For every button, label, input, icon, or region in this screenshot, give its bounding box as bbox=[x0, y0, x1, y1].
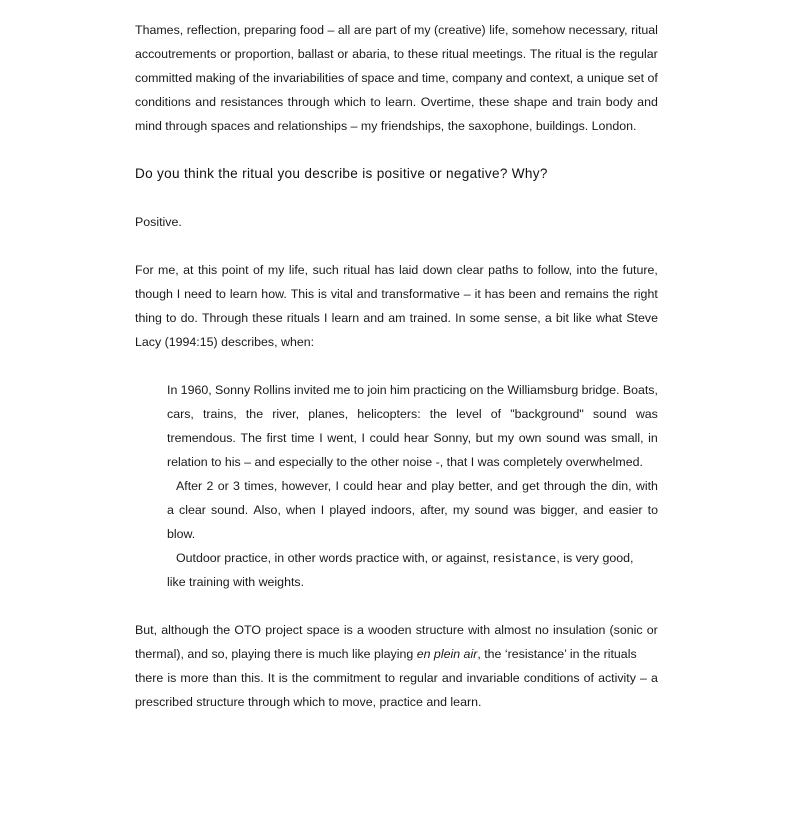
word: of bbox=[490, 407, 502, 421]
word: "background" bbox=[510, 407, 584, 421]
word: is bbox=[167, 671, 177, 685]
word: was bbox=[584, 431, 607, 445]
word: I bbox=[176, 287, 181, 301]
text-line bbox=[135, 666, 658, 690]
word: level bbox=[456, 407, 482, 421]
word: and bbox=[397, 71, 419, 85]
word: conditions bbox=[135, 95, 191, 109]
word: join bbox=[367, 383, 387, 397]
word: I bbox=[319, 431, 323, 445]
word: OTO bbox=[234, 623, 262, 637]
word: In bbox=[167, 383, 178, 397]
word: to bbox=[384, 671, 396, 685]
word: is bbox=[343, 623, 353, 637]
word: 2 bbox=[206, 479, 214, 493]
word: somehow bbox=[512, 23, 566, 37]
spacer bbox=[135, 234, 658, 258]
word: part bbox=[375, 23, 397, 37]
word: me bbox=[333, 383, 351, 397]
word: but bbox=[475, 431, 493, 445]
word: the bbox=[486, 383, 505, 397]
word: and bbox=[582, 503, 604, 517]
word: to bbox=[522, 263, 534, 277]
word: or bbox=[217, 479, 229, 493]
word: indoors, bbox=[370, 503, 416, 517]
word: the bbox=[291, 671, 310, 685]
word: Williamsburg bbox=[507, 383, 579, 397]
word: I bbox=[320, 503, 325, 517]
word: For bbox=[135, 263, 154, 277]
word: play bbox=[431, 479, 455, 493]
word: point bbox=[221, 263, 249, 277]
word: easier bbox=[608, 503, 643, 517]
word: the bbox=[600, 263, 619, 277]
word: right bbox=[633, 287, 658, 301]
word: thing bbox=[135, 311, 162, 325]
word: This bbox=[290, 287, 315, 301]
word: resistances bbox=[220, 95, 284, 109]
word: of bbox=[647, 71, 658, 85]
word: ritual bbox=[343, 263, 371, 277]
word: of bbox=[238, 71, 250, 85]
word: follow, bbox=[537, 263, 573, 277]
word: (sonic bbox=[609, 623, 643, 637]
quote-line bbox=[167, 378, 658, 402]
text-segment: thermal), and so, playing there is much like playing bbox=[135, 647, 414, 661]
word: It bbox=[267, 671, 275, 685]
quote-text: Outdoor practice, in other words practice with, or against, bbox=[176, 551, 490, 565]
word: ritual bbox=[631, 23, 658, 37]
word: making bbox=[195, 71, 236, 85]
word: the bbox=[612, 287, 630, 301]
word: I bbox=[361, 431, 365, 445]
word: Steve bbox=[626, 311, 658, 325]
word: of bbox=[253, 263, 264, 277]
word: committed bbox=[135, 71, 193, 85]
word: and bbox=[356, 287, 378, 301]
word: and bbox=[637, 95, 658, 109]
word: In bbox=[455, 311, 466, 325]
word: remains bbox=[564, 287, 609, 301]
word: the bbox=[598, 47, 616, 61]
word: clear bbox=[456, 263, 484, 277]
word: planes, bbox=[308, 407, 349, 421]
word: and bbox=[195, 95, 216, 109]
word: wooden bbox=[368, 623, 412, 637]
word: abaria, bbox=[352, 47, 390, 61]
word: to bbox=[353, 383, 365, 397]
word: to bbox=[647, 503, 658, 517]
word: trains, bbox=[202, 407, 237, 421]
word: the bbox=[429, 407, 448, 421]
word: through bbox=[287, 95, 330, 109]
word: accoutrements bbox=[135, 47, 217, 61]
word: – bbox=[463, 287, 471, 301]
word: are bbox=[353, 23, 372, 37]
word: such bbox=[312, 263, 339, 277]
word: life, bbox=[288, 263, 309, 277]
word: train bbox=[577, 95, 602, 109]
word: Thames, bbox=[135, 23, 184, 37]
word: bigger, bbox=[540, 503, 578, 517]
word: been bbox=[508, 287, 537, 301]
word: invited bbox=[294, 383, 330, 397]
word: future, bbox=[622, 263, 658, 277]
word: although bbox=[161, 623, 209, 637]
word: The bbox=[240, 431, 262, 445]
text-line bbox=[135, 258, 658, 282]
word: 3 bbox=[233, 479, 240, 493]
word: tremendous. bbox=[167, 431, 236, 445]
word: these bbox=[252, 311, 283, 325]
word: I bbox=[335, 479, 339, 493]
word: the bbox=[252, 71, 270, 85]
word: the bbox=[590, 479, 608, 493]
word: to bbox=[370, 95, 381, 109]
word: after, bbox=[420, 503, 448, 517]
word: ritual bbox=[554, 47, 582, 61]
word: small, bbox=[611, 431, 644, 445]
quote-line bbox=[167, 474, 658, 498]
word: first bbox=[266, 431, 287, 445]
word: river, bbox=[272, 407, 300, 421]
text-line: prescribed structure through which to move, practice and learn. bbox=[135, 695, 482, 709]
word: din, bbox=[611, 479, 632, 493]
paragraph-explanation bbox=[135, 258, 658, 354]
quote-line: relation to his – and especially to the other noise -, that I was completely overwhelmed. bbox=[167, 455, 643, 469]
word: trained. bbox=[409, 311, 451, 325]
word: and bbox=[406, 479, 428, 493]
word: times, bbox=[244, 479, 278, 493]
word: invariable bbox=[466, 671, 520, 685]
text-segment: , the ‘resistance’ in the rituals bbox=[477, 647, 637, 661]
word: a bbox=[167, 503, 174, 517]
word: a bbox=[651, 671, 658, 685]
word: is bbox=[585, 47, 595, 61]
word: invariabilities bbox=[273, 71, 345, 85]
text-line bbox=[135, 618, 658, 642]
word: this bbox=[197, 263, 218, 277]
word: down bbox=[422, 263, 453, 277]
word: sound bbox=[592, 407, 627, 421]
word: it bbox=[474, 287, 481, 301]
word: But, bbox=[135, 623, 158, 637]
word: sense, bbox=[504, 311, 541, 325]
word: structure bbox=[415, 623, 464, 637]
word: hear bbox=[403, 431, 429, 445]
word: shape bbox=[513, 95, 548, 109]
text-line bbox=[135, 306, 658, 330]
spacer bbox=[135, 354, 658, 378]
word: my bbox=[414, 23, 431, 37]
word: ballast bbox=[297, 47, 334, 61]
word: Overtime, bbox=[420, 95, 475, 109]
word: food bbox=[299, 23, 324, 37]
quote-text: , is very good, bbox=[556, 551, 634, 565]
word: these bbox=[478, 95, 510, 109]
word: sound. bbox=[211, 503, 249, 517]
word: preparing bbox=[243, 23, 297, 37]
word: bridge. bbox=[581, 383, 620, 397]
word: hear bbox=[377, 479, 403, 493]
word: when bbox=[286, 503, 316, 517]
word: or bbox=[220, 47, 232, 61]
word: I bbox=[324, 311, 328, 325]
word: how. bbox=[261, 287, 287, 301]
word: laid bbox=[398, 263, 419, 277]
word: what bbox=[595, 311, 623, 325]
word: – bbox=[327, 23, 335, 37]
word: necessary, bbox=[568, 23, 628, 37]
text-line: mind through spaces and relationships – my friendships, the saxophone, buildings. London. bbox=[135, 119, 637, 133]
word: learn bbox=[331, 311, 360, 325]
text-line bbox=[135, 18, 658, 42]
emphasis-resistance: resistance bbox=[492, 551, 557, 565]
quote-line bbox=[167, 426, 658, 450]
document-page bbox=[135, 18, 658, 714]
answer-text: Positive. bbox=[135, 215, 182, 229]
word: Sonny, bbox=[433, 431, 472, 445]
question-heading: Do you think the ritual you describe is positive or negative? Why? bbox=[135, 166, 548, 181]
word: context, bbox=[529, 71, 574, 85]
word: with bbox=[468, 623, 491, 637]
word: though bbox=[135, 287, 173, 301]
word: cars, bbox=[167, 407, 194, 421]
word: rituals bbox=[286, 311, 320, 325]
paragraph-conclusion bbox=[135, 618, 658, 714]
word: could bbox=[343, 479, 373, 493]
word: or bbox=[337, 47, 349, 61]
italic-phrase: en plein air bbox=[416, 647, 478, 661]
word: The bbox=[529, 47, 552, 61]
word: some bbox=[469, 311, 500, 325]
word: paths bbox=[488, 263, 519, 277]
word: however, bbox=[281, 479, 332, 493]
word: is bbox=[278, 671, 288, 685]
word: (creative) bbox=[434, 23, 486, 37]
word: the bbox=[245, 407, 264, 421]
word: Rollins bbox=[253, 383, 291, 397]
word: Sonny bbox=[215, 383, 251, 397]
word: went, bbox=[327, 431, 357, 445]
word: unique bbox=[586, 71, 625, 85]
word: and bbox=[363, 311, 385, 325]
word: helicopters: bbox=[357, 407, 421, 421]
word: him bbox=[390, 383, 410, 397]
word: After bbox=[176, 479, 203, 493]
text-line bbox=[135, 42, 658, 66]
word: at bbox=[183, 263, 194, 277]
word: company bbox=[452, 71, 503, 85]
word: a bbox=[576, 71, 584, 85]
quote-line bbox=[167, 402, 658, 426]
word: through bbox=[543, 479, 586, 493]
word: could bbox=[369, 431, 400, 445]
word: am bbox=[388, 311, 406, 325]
word: time bbox=[291, 431, 315, 445]
spacer bbox=[135, 138, 658, 162]
spacer bbox=[135, 186, 658, 210]
text-line: Lacy (1994:15) describes, when: bbox=[135, 335, 315, 349]
word: is bbox=[318, 287, 327, 301]
word: bit bbox=[555, 311, 569, 325]
word: me, bbox=[158, 263, 179, 277]
word: sound bbox=[546, 431, 580, 445]
word: or bbox=[646, 623, 658, 637]
text-line bbox=[135, 66, 658, 90]
word: body bbox=[605, 95, 633, 109]
word: reflection, bbox=[186, 23, 241, 37]
word: Also, bbox=[253, 503, 281, 517]
word: and bbox=[441, 671, 463, 685]
word: regular bbox=[399, 671, 438, 685]
word: do. bbox=[180, 311, 198, 325]
text-line bbox=[135, 90, 658, 114]
word: a bbox=[544, 311, 552, 325]
word: was bbox=[635, 407, 658, 421]
word: get bbox=[522, 479, 540, 493]
word: these bbox=[407, 47, 439, 61]
word: ritual bbox=[441, 47, 469, 61]
word: almost bbox=[494, 623, 531, 637]
word: into bbox=[576, 263, 597, 277]
word: of bbox=[400, 23, 411, 37]
word: clear bbox=[179, 503, 206, 517]
word: to bbox=[166, 311, 177, 325]
word: and bbox=[552, 95, 573, 109]
word: there bbox=[135, 671, 164, 685]
word: to bbox=[215, 287, 226, 301]
spacer bbox=[135, 594, 658, 618]
word: this. bbox=[240, 671, 264, 685]
word: better, bbox=[458, 479, 493, 493]
quote-line: like training with weights. bbox=[167, 575, 305, 589]
word: sound bbox=[474, 503, 509, 517]
word: regular bbox=[619, 47, 658, 61]
word: was bbox=[513, 503, 536, 517]
word: meetings. bbox=[472, 47, 527, 61]
word: all bbox=[337, 23, 351, 37]
word: has bbox=[484, 287, 505, 301]
word: my bbox=[267, 263, 285, 277]
word: space bbox=[306, 623, 340, 637]
word: practicing bbox=[413, 383, 467, 397]
word: conditions bbox=[523, 671, 580, 685]
word: proportion, bbox=[234, 47, 295, 61]
word: my bbox=[497, 431, 515, 445]
word: transformative bbox=[381, 287, 460, 301]
word: insulation bbox=[552, 623, 606, 637]
word: my bbox=[452, 503, 470, 517]
word: which bbox=[334, 95, 366, 109]
word: and bbox=[540, 287, 561, 301]
word: no bbox=[535, 623, 549, 637]
word: more bbox=[180, 671, 209, 685]
word: commitment bbox=[313, 671, 381, 685]
word: Through bbox=[201, 311, 249, 325]
word: own bbox=[518, 431, 542, 445]
quote-line bbox=[167, 546, 658, 570]
word: the bbox=[212, 623, 231, 637]
word: time, bbox=[421, 71, 449, 85]
word: project bbox=[265, 623, 303, 637]
word: of bbox=[347, 71, 358, 85]
word: with bbox=[635, 479, 658, 493]
word: in bbox=[648, 431, 658, 445]
word: than bbox=[212, 671, 237, 685]
quote-line bbox=[167, 498, 658, 522]
word: has bbox=[374, 263, 395, 277]
word: need bbox=[184, 287, 212, 301]
word: 1960, bbox=[180, 383, 212, 397]
text-line bbox=[135, 282, 658, 306]
word: of bbox=[583, 671, 594, 685]
word: activity bbox=[598, 671, 636, 685]
word: space bbox=[361, 71, 395, 85]
text-line bbox=[135, 642, 658, 666]
word: and bbox=[497, 479, 518, 493]
word: learn bbox=[229, 287, 258, 301]
word: and bbox=[505, 71, 527, 85]
word: played bbox=[329, 503, 366, 517]
word: set bbox=[627, 71, 645, 85]
word: learn. bbox=[385, 95, 417, 109]
word: to bbox=[393, 47, 405, 61]
word: life, bbox=[489, 23, 509, 37]
word: vital bbox=[330, 287, 353, 301]
word: on bbox=[469, 383, 484, 397]
word: Boats, bbox=[622, 383, 658, 397]
paragraph-intro bbox=[135, 18, 658, 138]
word: – bbox=[640, 671, 647, 685]
quote-line: blow. bbox=[167, 527, 196, 541]
word: like bbox=[573, 311, 592, 325]
word: a bbox=[357, 623, 364, 637]
block-quote bbox=[167, 378, 658, 594]
